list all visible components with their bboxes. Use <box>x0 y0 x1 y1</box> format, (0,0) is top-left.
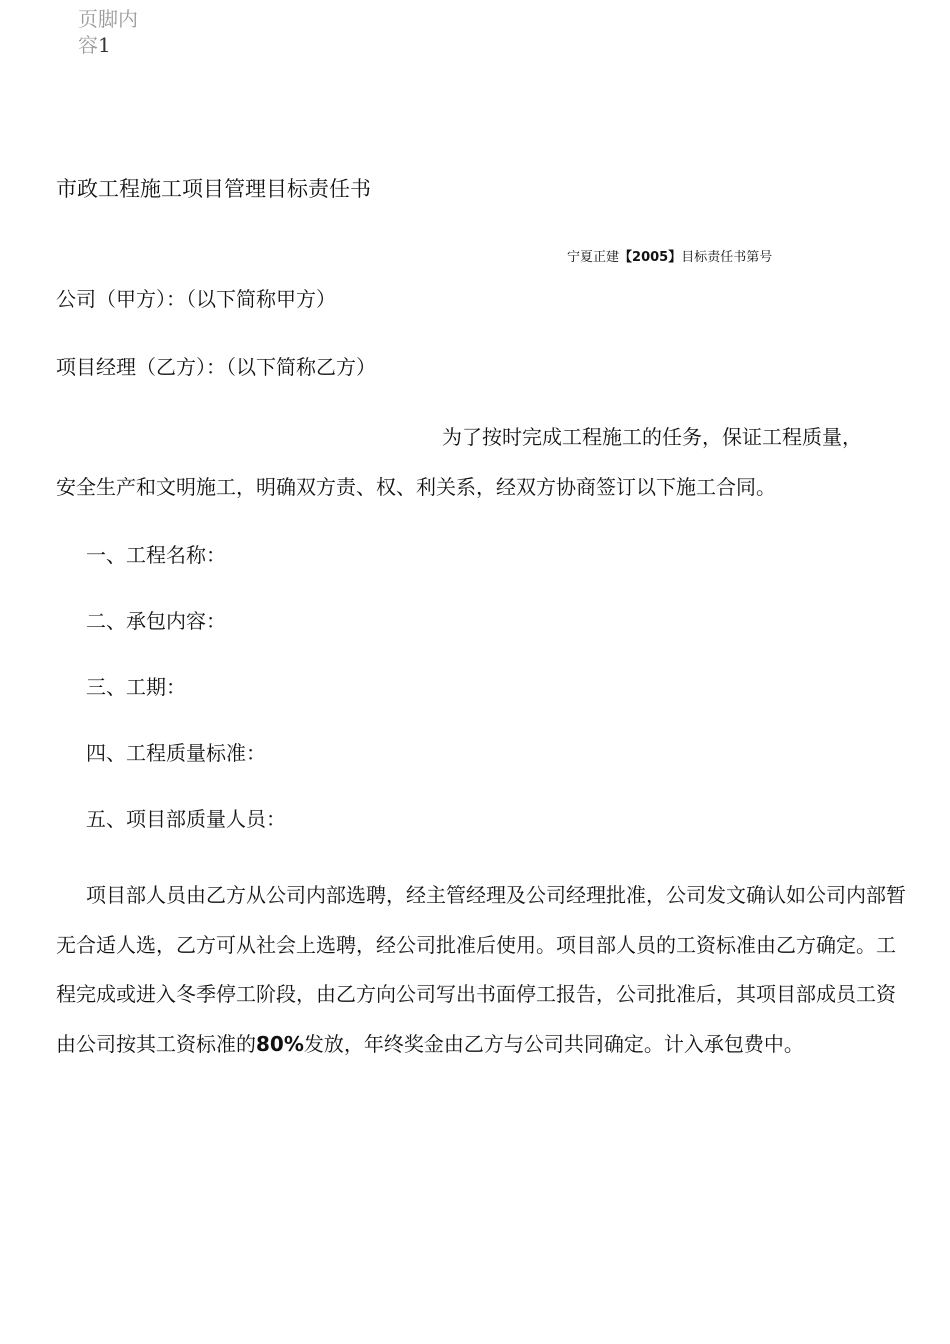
doc-number-prefix: 宁夏正建 <box>567 250 620 265</box>
header-note-line1: 页脚内 <box>78 7 138 31</box>
document-title: 市政工程施工项目管理目标责任书 <box>56 177 371 201</box>
section-quality-standard: 四、工程质量标准： <box>86 741 266 765</box>
intro-paragraph-line2: 安全生产和文明施工，明确双方责、权、利关系，经双方协商签订以下施工合同。 <box>56 475 776 499</box>
doc-number-bracket-close: 】 <box>668 250 682 265</box>
personnel-paragraph-percent: 80% <box>256 1031 304 1056</box>
header-note-line2: 容 <box>78 33 98 57</box>
doc-number-year: 2005 <box>632 250 669 265</box>
party-b-line: 项目经理（乙方）：（以下简称乙方） <box>56 355 376 379</box>
doc-number-suffix: 目标责任书第号 <box>681 250 773 265</box>
personnel-paragraph-part2: 发放，年终奖金由乙方与公司共同确定。计入承包费中。 <box>303 1031 804 1056</box>
intro-paragraph-line1: 为了按时完成工程施工的任务，保证工程质量， <box>442 425 862 449</box>
section-duration: 三、工期： <box>86 675 186 699</box>
document-number <box>567 248 772 268</box>
party-a-line: 公司（甲方）：（以下简称甲方） <box>56 287 336 311</box>
personnel-paragraph-part1: 项目部人员由乙方从公司内部选聘，经主管经理及公司经理批准，公司发文确认如公司内部暂无合适人选，乙方可从社会上选聘，经公司批准后使用。项目部人员的工资标准由乙方确定。工程完成或进入冬季停工阶段，由乙方向公司写出书面停工报告，公司批准后，其项目部成员工资由公司按其工资标准的 <box>56 883 906 1056</box>
doc-number-bracket-open: 【 <box>619 250 633 265</box>
header-note <box>78 6 148 58</box>
section-quality-personnel: 五、项目部质量人员： <box>86 807 286 831</box>
section-project-name: 一、工程名称： <box>86 543 226 567</box>
section-contract-scope: 二、承包内容： <box>86 609 226 633</box>
page-number: 1 <box>98 33 111 57</box>
personnel-paragraph <box>56 871 914 1069</box>
